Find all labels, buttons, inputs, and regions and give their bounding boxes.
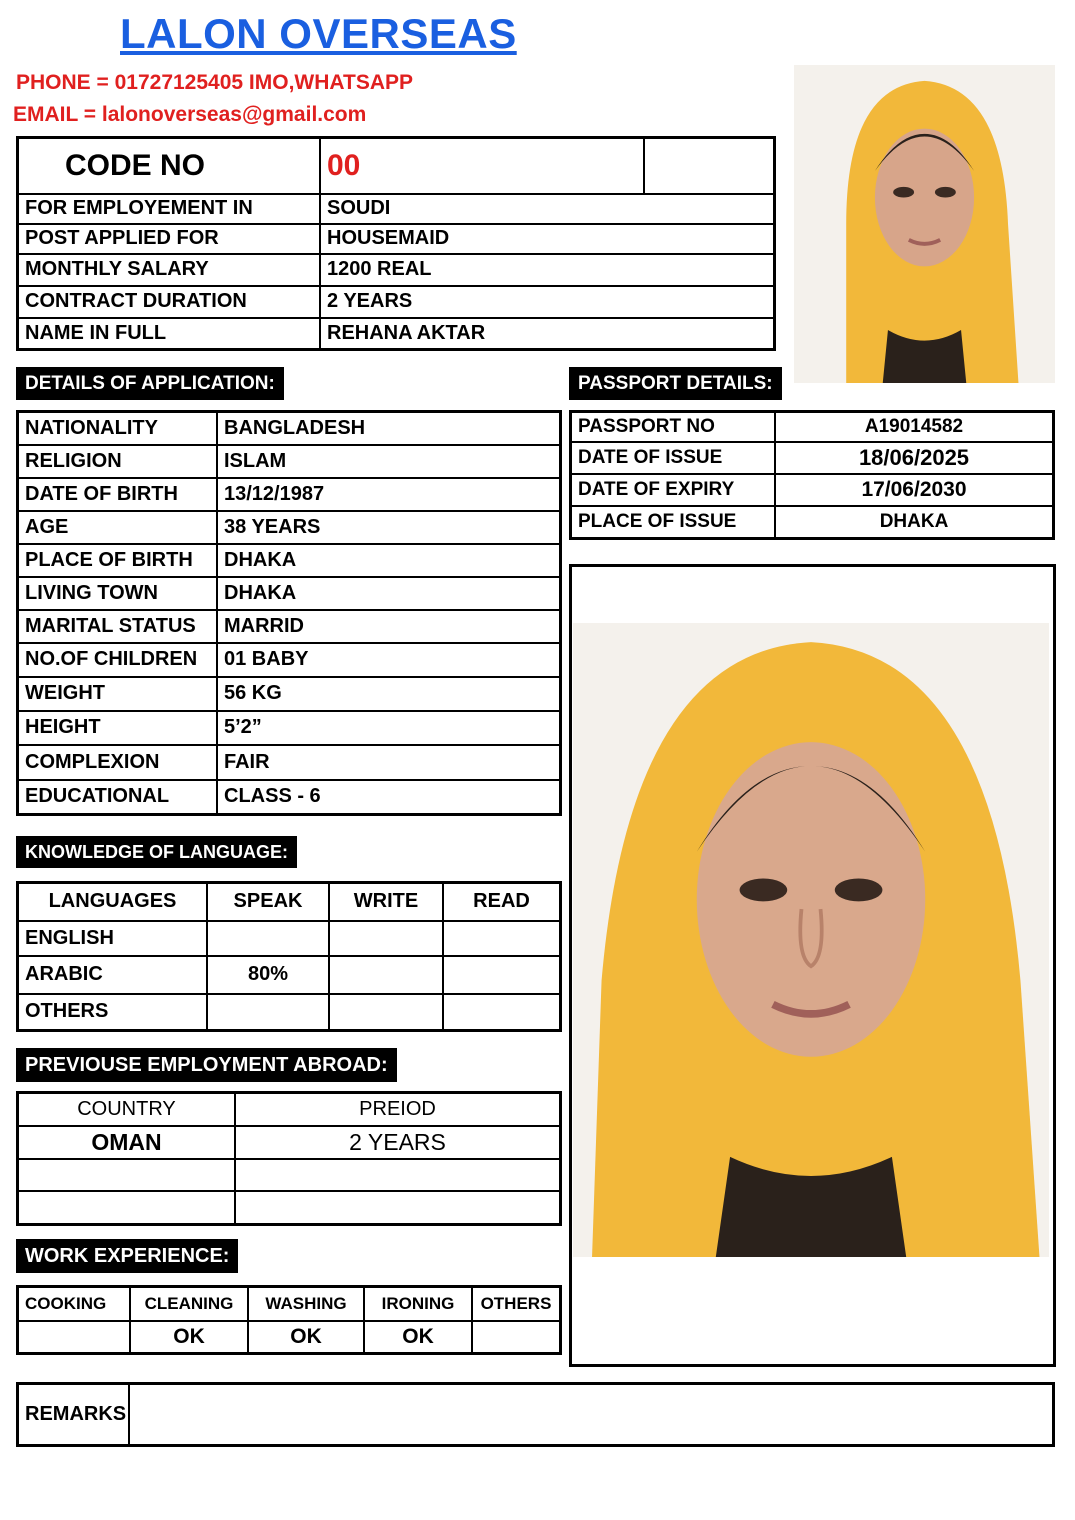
language-read — [443, 994, 561, 1031]
passport-table — [569, 410, 1055, 540]
top-row-value: HOUSEMAID — [320, 224, 775, 254]
work-col-header: OTHERS — [472, 1287, 561, 1321]
work-value: OK — [248, 1321, 364, 1354]
language-read — [443, 956, 561, 994]
language-speak — [207, 994, 329, 1031]
work-col-header: CLEANING — [130, 1287, 248, 1321]
previous-period: 2 YEARS — [235, 1126, 561, 1159]
details-label: RELIGION — [18, 445, 218, 478]
details-table — [16, 410, 562, 816]
work-value-row — [18, 1321, 561, 1354]
language-table — [16, 881, 562, 1032]
work-value — [472, 1321, 561, 1354]
details-label: LIVING TOWN — [18, 577, 218, 610]
agency-name: LALON OVERSEAS — [120, 10, 517, 57]
remarks-label: REMARKS — [18, 1384, 130, 1446]
previous-row — [18, 1191, 561, 1225]
top-row-value: 2 YEARS — [320, 286, 775, 318]
passport-label: DATE OF ISSUE — [571, 442, 776, 474]
previous-table — [16, 1091, 562, 1226]
work-col-header: WASHING — [248, 1287, 364, 1321]
applicant-photo-small — [794, 65, 1055, 383]
details-value: BANGLADESH — [217, 412, 561, 445]
work-header: WORK EXPERIENCE: — [16, 1239, 238, 1273]
applicant-photo-large — [573, 623, 1049, 1257]
previous-header: PREVIOUSE EMPLOYMENT ABROAD: — [16, 1048, 397, 1082]
previous-col-header: COUNTRY — [18, 1093, 236, 1126]
details-label: AGE — [18, 511, 218, 544]
passport-row — [571, 506, 1054, 539]
details-row — [18, 677, 561, 711]
language-name: ARABIC — [18, 956, 208, 994]
top-row — [18, 318, 775, 350]
previous-header-row — [18, 1093, 561, 1126]
top-row-label: POST APPLIED FOR — [18, 224, 321, 254]
language-write — [329, 956, 443, 994]
passport-row — [571, 442, 1054, 474]
details-value: MARRID — [217, 610, 561, 643]
details-row — [18, 577, 561, 610]
language-name: ENGLISH — [18, 921, 208, 956]
work-col-header: IRONING — [364, 1287, 472, 1321]
details-row — [18, 511, 561, 544]
code-row — [18, 138, 775, 194]
work-value — [18, 1321, 131, 1354]
agency-phone: PHONE = 01727125405 IMO,WHATSAPP — [16, 71, 414, 94]
top-row-label: FOR EMPLOYEMENT IN — [18, 194, 321, 224]
language-col-header: SPEAK — [207, 883, 329, 921]
details-row — [18, 643, 561, 677]
remarks-value — [129, 1384, 1053, 1446]
work-col-header: COOKING — [18, 1287, 131, 1321]
passport-value: 18/06/2025 — [775, 442, 1054, 474]
top-row-value: REHANA AKTAR — [320, 318, 775, 350]
details-value: 5’2” — [217, 711, 561, 745]
details-row — [18, 780, 561, 815]
work-value: OK — [364, 1321, 472, 1354]
language-speak: 80% — [207, 956, 329, 994]
details-value: 38 YEARS — [217, 511, 561, 544]
passport-row — [571, 474, 1054, 506]
top-row-label: CONTRACT DURATION — [18, 286, 321, 318]
work-header-row — [18, 1287, 561, 1321]
details-label: MARITAL STATUS — [18, 610, 218, 643]
previous-period — [235, 1159, 561, 1191]
language-header-row — [18, 883, 561, 921]
top-row-value: 1200 REAL — [320, 254, 775, 286]
previous-col-header: PREIOD — [235, 1093, 561, 1126]
details-row — [18, 745, 561, 780]
passport-header: PASSPORT DETAILS: — [569, 367, 782, 400]
passport-value: 17/06/2030 — [775, 474, 1054, 506]
language-col-header: READ — [443, 883, 561, 921]
details-row — [18, 610, 561, 643]
details-row — [18, 711, 561, 745]
details-label: EDUCATIONAL — [18, 780, 218, 815]
agency-email: EMAIL = lalonoverseas@gmail.com — [13, 103, 367, 126]
language-read — [443, 921, 561, 956]
language-col-header: LANGUAGES — [18, 883, 208, 921]
details-label: WEIGHT — [18, 677, 218, 711]
language-write — [329, 994, 443, 1031]
details-value: ISLAM — [217, 445, 561, 478]
details-row — [18, 412, 561, 445]
previous-row — [18, 1159, 561, 1191]
passport-value: DHAKA — [775, 506, 1054, 539]
details-row — [18, 478, 561, 511]
previous-period — [235, 1191, 561, 1225]
details-value: 56 KG — [217, 677, 561, 711]
previous-row — [18, 1126, 561, 1159]
passport-value: A19014582 — [775, 412, 1054, 442]
details-label: DATE OF BIRTH — [18, 478, 218, 511]
details-label: HEIGHT — [18, 711, 218, 745]
remarks-row — [18, 1384, 1054, 1446]
top-row-label: NAME IN FULL — [18, 318, 321, 350]
details-value: DHAKA — [217, 577, 561, 610]
language-row — [18, 921, 561, 956]
details-value: DHAKA — [217, 544, 561, 577]
details-label: PLACE OF BIRTH — [18, 544, 218, 577]
details-label: NATIONALITY — [18, 412, 218, 445]
language-speak — [207, 921, 329, 956]
previous-country — [18, 1191, 236, 1225]
work-value: OK — [130, 1321, 248, 1354]
language-header: KNOWLEDGE OF LANGUAGE: — [16, 836, 297, 868]
top-row — [18, 224, 775, 254]
top-row — [18, 254, 775, 286]
language-col-header: WRITE — [329, 883, 443, 921]
language-row — [18, 956, 561, 994]
details-header: DETAILS OF APPLICATION: — [16, 367, 284, 400]
details-value: FAIR — [217, 745, 561, 780]
code-blank-cell — [644, 138, 775, 194]
passport-row — [571, 412, 1054, 442]
details-value: CLASS - 6 — [217, 780, 561, 815]
language-name: OTHERS — [18, 994, 208, 1031]
top-row-label: MONTHLY SALARY — [18, 254, 321, 286]
details-row — [18, 544, 561, 577]
work-table — [16, 1285, 562, 1355]
large-photo-frame — [569, 564, 1056, 1367]
details-value: 13/12/1987 — [217, 478, 561, 511]
previous-country: OMAN — [18, 1126, 236, 1159]
passport-label: PLACE OF ISSUE — [571, 506, 776, 539]
remarks-table — [16, 1382, 1055, 1447]
code-value: 00 — [320, 138, 644, 194]
details-value: 01 BABY — [217, 643, 561, 677]
top-row-value: SOUDI — [320, 194, 775, 224]
top-info-table — [16, 136, 776, 351]
code-label: CODE NO — [18, 138, 321, 194]
passport-label: PASSPORT NO — [571, 412, 776, 442]
language-row — [18, 994, 561, 1031]
details-row — [18, 445, 561, 478]
details-label: NO.OF CHILDREN — [18, 643, 218, 677]
previous-country — [18, 1159, 236, 1191]
passport-label: DATE OF EXPIRY — [571, 474, 776, 506]
details-label: COMPLEXION — [18, 745, 218, 780]
top-row — [18, 286, 775, 318]
top-row — [18, 194, 775, 224]
language-write — [329, 921, 443, 956]
